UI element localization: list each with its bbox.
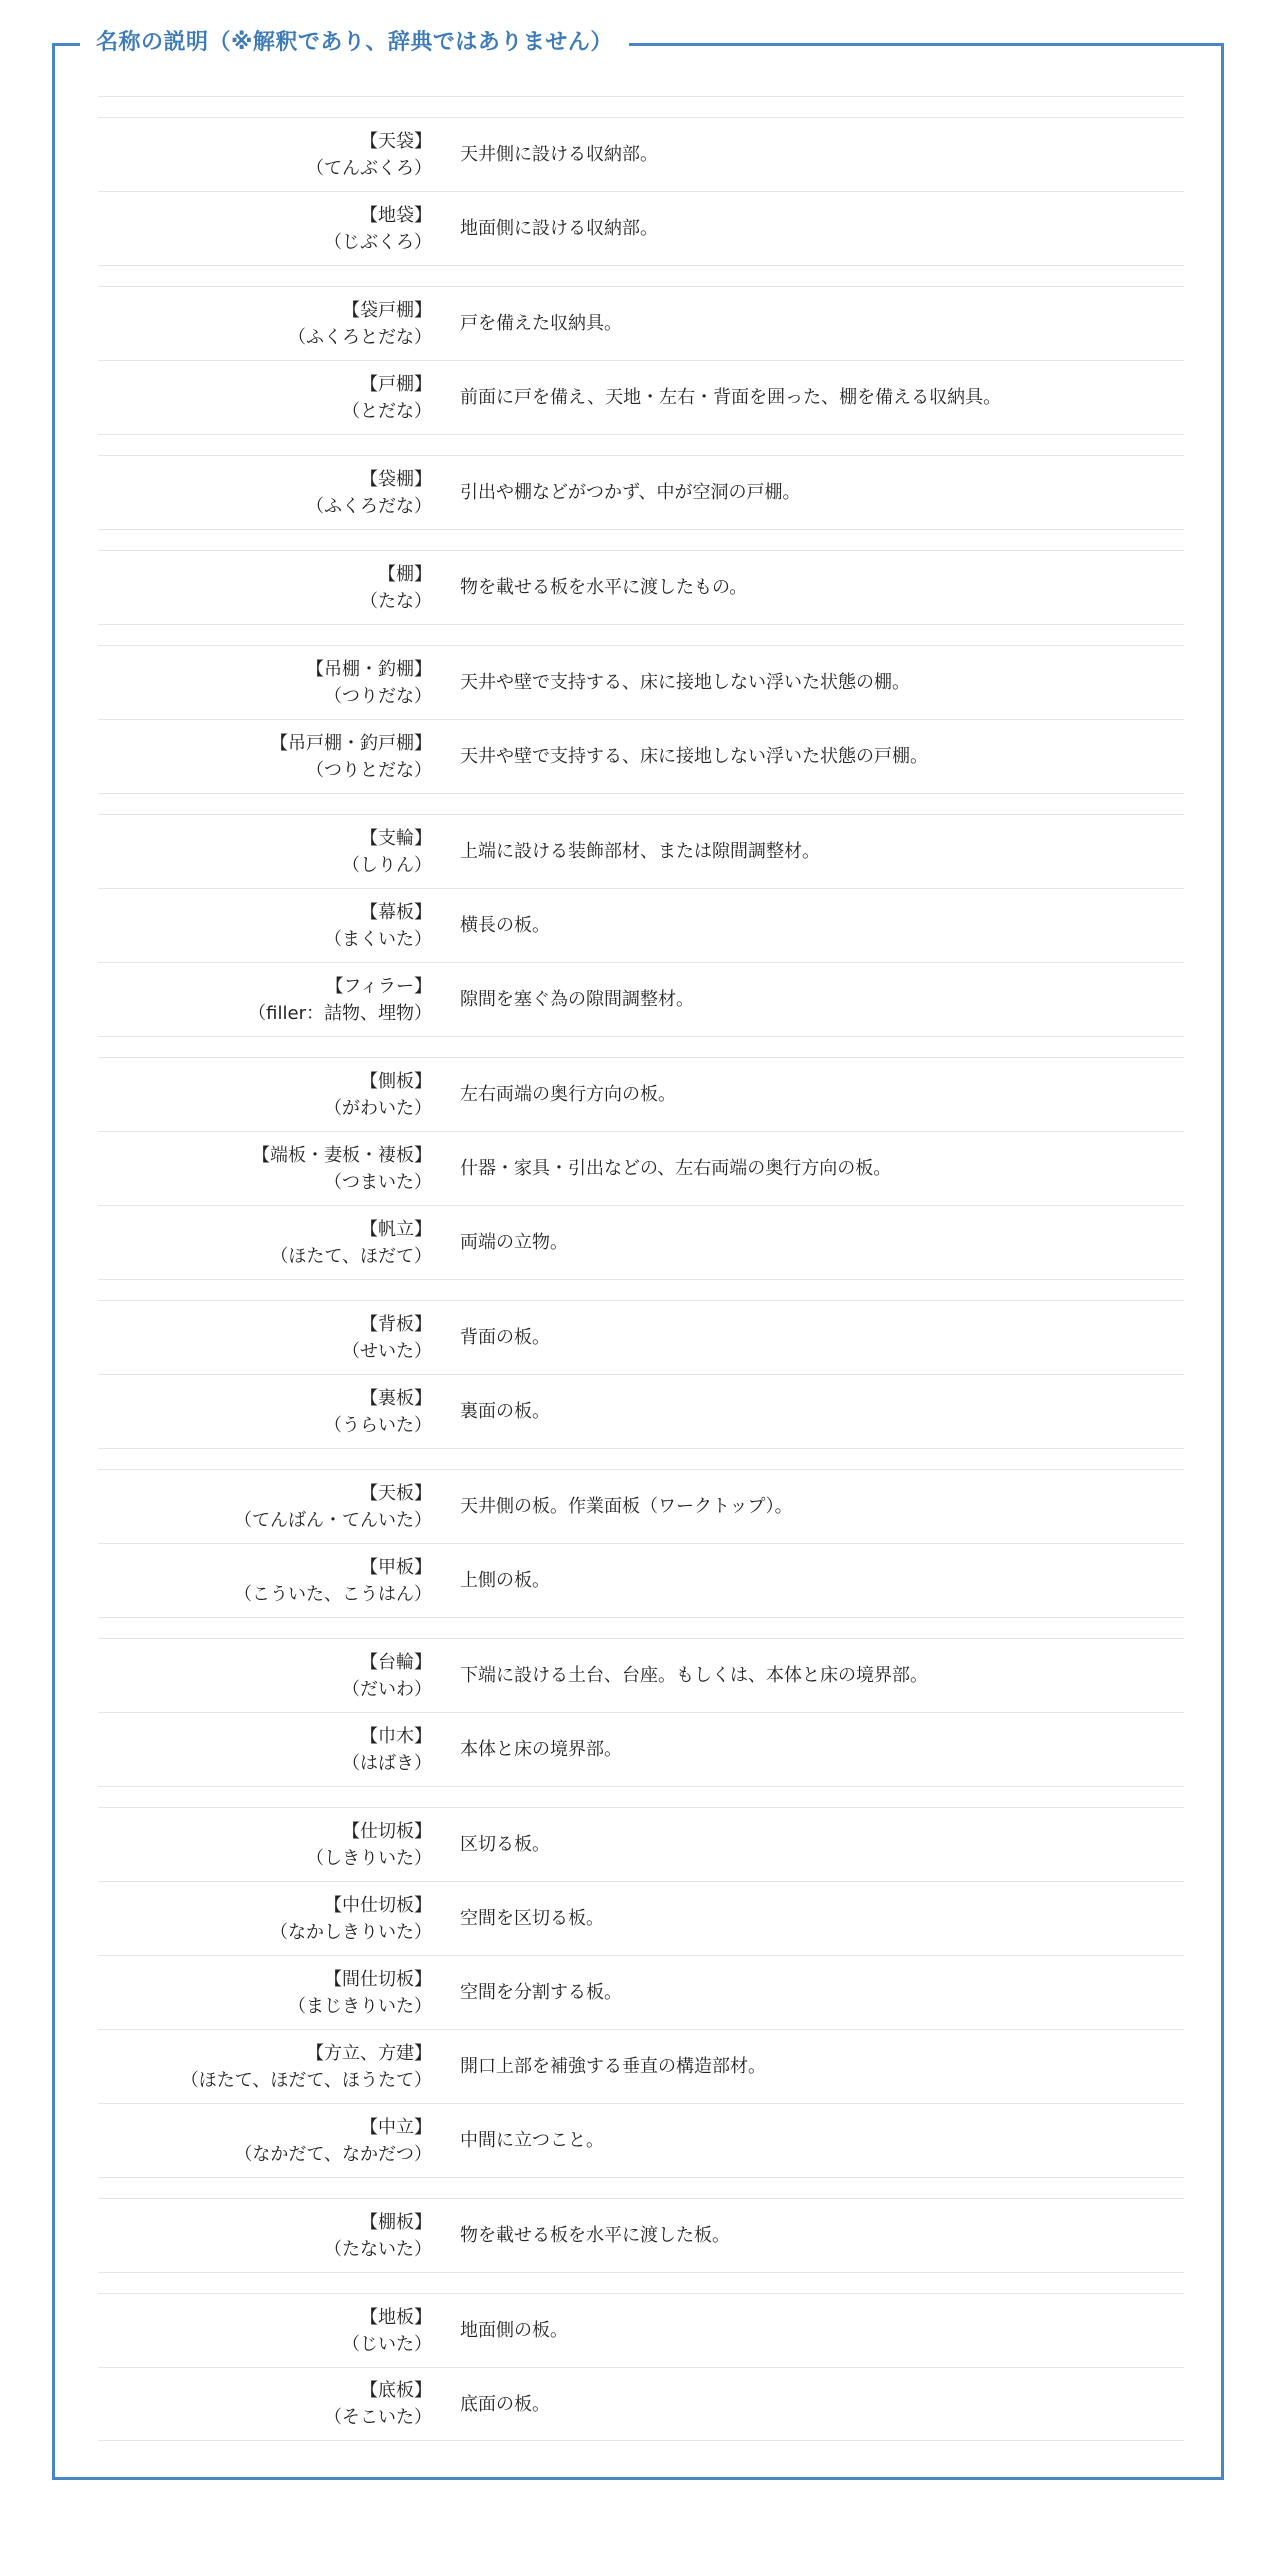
glossary-row <box>98 2029 1184 2103</box>
group-divider <box>98 1036 1184 1057</box>
group-divider <box>98 96 1184 117</box>
glossary-title: 名称の説明（※解釈であり、辞典ではありません） <box>80 26 629 60</box>
term-cell <box>98 656 432 710</box>
term-reading: （てんぶくろ） <box>306 157 432 179</box>
term-reading: （だいわ） <box>342 1678 432 1700</box>
glossary-row <box>98 2367 1184 2441</box>
term-label: 【側板】 <box>360 1070 432 1092</box>
term-description: 本体と床の境界部。 <box>460 1739 622 1760</box>
glossary-row <box>98 1543 1184 1617</box>
glossary-row <box>98 888 1184 962</box>
term-label: 【吊棚・釣棚】 <box>306 658 432 680</box>
term-label: 【巾木】 <box>360 1725 432 1747</box>
glossary-row <box>98 191 1184 265</box>
glossary-row <box>98 1712 1184 1786</box>
glossary-row <box>98 1374 1184 1448</box>
term-cell <box>98 561 432 615</box>
term-description: 地面側に設ける収納部。 <box>460 218 658 239</box>
term-cell <box>98 899 432 953</box>
term-label: 【台輪】 <box>360 1651 432 1673</box>
term-cell <box>98 973 432 1027</box>
term-reading: （ふくろだな） <box>306 495 432 517</box>
group-divider <box>98 2177 1184 2198</box>
glossary-row <box>98 1638 1184 1712</box>
term-description: 中間に立つこと。 <box>460 2130 604 2151</box>
term-description: 戸を備えた収納具。 <box>460 313 622 334</box>
group-divider <box>98 1448 1184 1469</box>
term-description: 隙間を塞ぐ為の隙間調整材。 <box>460 989 694 1010</box>
term-cell <box>98 128 432 182</box>
group-divider <box>98 793 1184 814</box>
term-label: 【底板】 <box>360 2380 432 2401</box>
term-description: 区切る板。 <box>460 1834 550 1855</box>
term-description: 物を載せる板を水平に渡した板。 <box>460 2225 730 2246</box>
term-label: 【棚板】 <box>360 2211 432 2233</box>
term-reading: （せいた） <box>342 1340 432 1362</box>
term-cell <box>98 1649 432 1703</box>
group-divider <box>98 2272 1184 2293</box>
term-label: 【吊戸棚・釣戸棚】 <box>270 732 432 754</box>
term-description: 物を載せる板を水平に渡したもの。 <box>460 577 748 598</box>
term-label: 【背板】 <box>360 1313 432 1335</box>
term-description: 前面に戸を備え、天地・左右・背面を囲った、棚を備える収納具。 <box>460 387 1002 408</box>
term-description: 背面の板。 <box>460 1327 550 1348</box>
term-reading: （たないた） <box>324 2238 432 2260</box>
term-reading: （ほたて、ほだて） <box>270 1245 432 1267</box>
term-reading: （ふくろとだな） <box>288 326 432 348</box>
term-reading: （つりだな） <box>324 685 432 707</box>
term-description: 地面側の板。 <box>460 2320 568 2341</box>
term-description: 横長の板。 <box>460 915 550 936</box>
glossary-row <box>98 286 1184 360</box>
glossary-row <box>98 719 1184 793</box>
term-description: 底面の板。 <box>460 2393 550 2415</box>
term-reading: （filler：詰物、埋物） <box>248 1002 432 1024</box>
term-cell <box>98 202 432 256</box>
term-description: 天井や壁で支持する、床に接地しない浮いた状態の棚。 <box>460 672 910 693</box>
glossary-row <box>98 1955 1184 2029</box>
term-reading: （ほたて、ほだて、ほうたて） <box>180 2069 432 2091</box>
term-reading: （なかだて、なかだつ） <box>234 2143 432 2165</box>
glossary-row <box>98 1300 1184 1374</box>
group-divider <box>98 1279 1184 1300</box>
term-cell <box>98 1966 432 2020</box>
term-cell <box>98 1818 432 1872</box>
term-cell <box>98 2377 432 2431</box>
glossary-row <box>98 117 1184 191</box>
term-reading: （とだな） <box>342 400 432 422</box>
term-cell <box>98 1723 432 1777</box>
term-reading: （まじきりいた） <box>288 1995 432 2017</box>
term-label: 【幕板】 <box>360 901 432 923</box>
glossary-row <box>98 645 1184 719</box>
term-description: 空間を区切る板。 <box>460 1908 604 1929</box>
term-cell <box>98 466 432 520</box>
term-cell <box>98 2114 432 2168</box>
term-label: 【地板】 <box>360 2306 432 2328</box>
term-cell <box>98 2304 432 2358</box>
term-cell <box>98 2209 432 2263</box>
term-label: 【間仕切板】 <box>324 1968 432 1990</box>
term-reading: （つまいた） <box>324 1171 432 1193</box>
term-description: 什器・家具・引出などの、左右両端の奥行方向の板。 <box>460 1158 892 1179</box>
term-description: 上端に設ける装飾部材、または隙間調整材。 <box>460 841 820 862</box>
term-description: 下端に設ける土台、台座。もしくは、本体と床の境界部。 <box>460 1665 928 1686</box>
term-description: 開口上部を補強する垂直の構造部材。 <box>460 2056 766 2077</box>
term-cell <box>98 1385 432 1439</box>
glossary-row <box>98 1469 1184 1543</box>
term-cell <box>98 2040 432 2094</box>
glossary-row <box>98 1807 1184 1881</box>
glossary-row <box>98 1131 1184 1205</box>
term-label: 【天袋】 <box>360 130 432 152</box>
term-reading: （じいた） <box>342 2333 432 2355</box>
term-label: 【帆立】 <box>360 1218 432 1240</box>
term-reading: （はばき） <box>342 1752 432 1774</box>
glossary-row <box>98 1881 1184 1955</box>
term-reading: （なかしきりいた） <box>270 1921 432 1943</box>
group-divider <box>98 434 1184 455</box>
glossary-row <box>98 550 1184 624</box>
glossary-row <box>98 2293 1184 2367</box>
glossary-row <box>98 2103 1184 2177</box>
term-reading: （そこいた） <box>324 2407 432 2428</box>
term-label: 【戸棚】 <box>360 373 432 395</box>
group-divider <box>98 1617 1184 1638</box>
term-description: 上側の板。 <box>460 1570 550 1591</box>
glossary-row <box>98 962 1184 1036</box>
term-reading: （うらいた） <box>324 1414 432 1436</box>
glossary-row <box>98 1057 1184 1131</box>
group-divider <box>98 529 1184 550</box>
glossary-table <box>98 96 1184 2441</box>
term-label: 【方立、方建】 <box>306 2042 432 2064</box>
term-cell <box>98 297 432 351</box>
term-description: 引出や棚などがつかず、中が空洞の戸棚。 <box>460 482 801 503</box>
term-reading: （てんばん・てんいた） <box>234 1509 432 1531</box>
term-cell <box>98 1311 432 1365</box>
term-label: 【端板・妻板・褄板】 <box>252 1144 432 1166</box>
term-label: 【仕切板】 <box>342 1820 432 1842</box>
term-description: 天井側に設ける収納部。 <box>460 144 658 165</box>
term-cell <box>98 1068 432 1122</box>
group-divider <box>98 265 1184 286</box>
term-label: 【棚】 <box>378 563 432 585</box>
term-reading: （つりとだな） <box>306 759 432 781</box>
term-cell <box>98 1216 432 1270</box>
term-description: 裏面の板。 <box>460 1401 550 1422</box>
term-label: 【地袋】 <box>360 204 432 226</box>
term-reading: （しきりいた） <box>306 1847 432 1869</box>
term-reading: （しりん） <box>342 854 432 876</box>
term-description: 空間を分割する板。 <box>460 1982 622 2003</box>
term-label: 【袋棚】 <box>360 468 432 490</box>
glossary-row <box>98 360 1184 434</box>
term-reading: （じぶくろ） <box>324 231 432 253</box>
term-cell <box>98 825 432 879</box>
group-divider <box>98 1786 1184 1807</box>
term-label: 【支輪】 <box>360 827 432 849</box>
term-label: 【中立】 <box>360 2116 432 2138</box>
term-cell <box>98 371 432 425</box>
term-cell <box>98 730 432 784</box>
term-label: 【甲板】 <box>360 1556 432 1578</box>
term-reading: （まくいた） <box>324 928 432 950</box>
term-reading: （たな） <box>360 590 432 612</box>
term-cell <box>98 1892 432 1946</box>
glossary-row <box>98 455 1184 529</box>
term-cell <box>98 1142 432 1196</box>
term-description: 左右両端の奥行方向の板。 <box>460 1084 676 1105</box>
term-cell <box>98 1480 432 1534</box>
term-reading: （がわいた） <box>324 1097 432 1119</box>
glossary-row <box>98 1205 1184 1279</box>
term-label: 【天板】 <box>360 1482 432 1504</box>
term-description: 天井や壁で支持する、床に接地しない浮いた状態の戸棚。 <box>460 746 928 767</box>
term-description: 両端の立物。 <box>460 1232 568 1253</box>
term-label: 【フィラー】 <box>325 975 432 997</box>
group-divider <box>98 624 1184 645</box>
term-reading: （こういた、こうはん） <box>234 1583 432 1605</box>
term-description: 天井側の板。作業面板（ワークトップ）。 <box>460 1496 793 1517</box>
term-label: 【中仕切板】 <box>324 1894 432 1916</box>
glossary-row <box>98 814 1184 888</box>
glossary-row <box>98 2198 1184 2272</box>
term-label: 【裏板】 <box>360 1387 432 1409</box>
term-label: 【袋戸棚】 <box>342 299 432 321</box>
term-cell <box>98 1554 432 1608</box>
